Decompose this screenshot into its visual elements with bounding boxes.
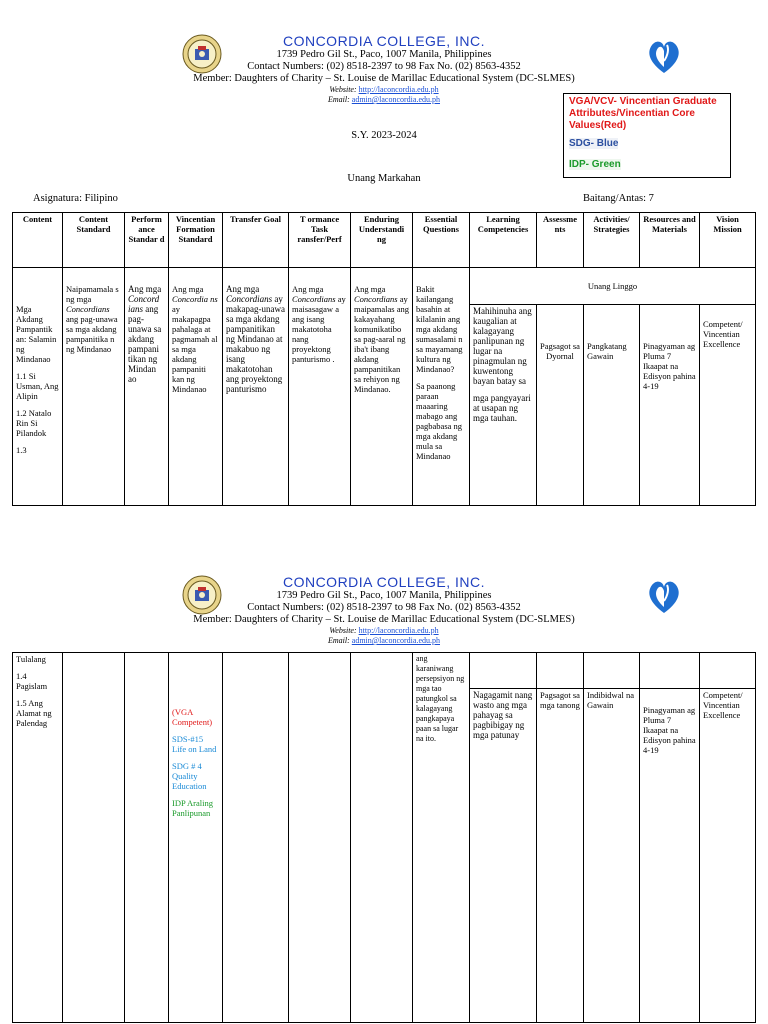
idp-tag: IDP Araling Panlipunan — [172, 798, 214, 818]
curriculum-map-table-page1 — [12, 212, 756, 506]
sdg-4-tag: SDG # 4 Quality Education — [172, 761, 207, 791]
cell-transfer-goal: Ang mga Concordians ay makapag-unawa sa mga akdang pampanitikan ng Mindanao at makabuo ng isang makatotohan ang proyektong panturismo — [223, 268, 289, 506]
table-row — [13, 653, 756, 689]
cell-vision-mission: Competent/ Vincentian Excellence — [700, 689, 756, 1023]
header-performance-task: T ormance Task ransfer/Perf — [289, 213, 351, 268]
header-vision-mission: Vision Mission — [700, 213, 756, 268]
cell-performance-standard — [125, 653, 169, 1023]
header-content: Content — [13, 213, 63, 268]
table-header-row — [13, 213, 756, 268]
legend-idp: IDP- Green — [569, 159, 621, 170]
college-name: CONCORDIA COLLEGE, INC. — [282, 574, 486, 590]
header-activities: Activities/ Strategies — [584, 213, 640, 268]
cell-resources: Pinagyaman ag Pluma 7 Ikaapat na Edisyon pahina 4-19 — [640, 689, 700, 1023]
header-resources: Resources and Materials — [640, 213, 700, 268]
cell-essential-questions: Bakit kailangang basahin at kilalanin ang mga akdang sumasalami n sa mayamang kultura ng Mindanao? Sa paanong paraan maaaring mabago ang pagbabasa ng mga akdang mula sa Mindanao — [413, 268, 470, 506]
school-year: S.Y. 2023-2024 — [351, 130, 417, 141]
subject: Asignatura: Filipino — [33, 193, 118, 204]
cell-blank — [584, 653, 640, 689]
cell-blank — [700, 653, 756, 689]
letterhead-page2 — [0, 574, 768, 646]
header-vincentian-standard: Vincentian Formation Standard — [169, 213, 223, 268]
header-assessments: Assessme nts — [537, 213, 584, 268]
cell-transfer-goal — [223, 653, 289, 1023]
cell-enduring-understanding: Ang mga Concordians ay maipamalas ang kakayahang komunikatibo sa pag-aaral ng iba't ibang akdang pampanitikan sa rehiyon ng Mindanao. — [351, 268, 413, 506]
grade-level: Baitang/Antas: 7 — [583, 193, 654, 204]
email-line: Email: admin@laconcordia.edu.ph — [327, 636, 440, 645]
cell-content-standard — [63, 653, 125, 1023]
cell-performance-task — [289, 653, 351, 1023]
header-learning-competencies: Learning Competencies — [470, 213, 537, 268]
cell-assessments: Pagsagot sa Dyornal — [537, 305, 584, 506]
email-line: Email: admin@laconcordia.edu.ph — [327, 95, 440, 104]
website-line: Website: http://laconcordia.edu.ph — [329, 626, 439, 635]
cell-enduring-understanding — [351, 653, 413, 1023]
website-link[interactable]: http://laconcordia.edu.ph — [358, 85, 439, 94]
cell-learning-competencies: Mahihinuha ang kaugalian at kalagayang panlipunan ng lugar na pinagmulan ng kuwentong bayan batay sa mga pangyayari at usapan ng mga tauhan. — [470, 305, 537, 506]
cell-activities: Indibidwal na Gawain — [584, 689, 640, 1023]
header-transfer-goal: Transfer Goal — [223, 213, 289, 268]
cell-activities: Pangkatang Gawain — [584, 305, 640, 506]
cell-assessments: Pagsagot sa mga tanong — [537, 689, 584, 1023]
address: 1739 Pedro Gil St., Paco, 1007 Manila, Philippines — [276, 590, 492, 601]
header-enduring-understanding: Enduring Understandi ng — [351, 213, 413, 268]
cell-vincentian-standard: Ang mga Concordia ns ay makapagpa pahalaga at pagmamah al sa mga akdang pampaniti kan ng Mindanao — [169, 268, 223, 506]
cell-vision-mission: Competent/ Vincentian Excellence — [700, 305, 756, 506]
email-link[interactable]: admin@laconcordia.edu.ph — [351, 636, 440, 645]
cell-vincentian-standard — [169, 653, 223, 1023]
cell-content: Mga Akdang Pampantik an: Salamin ng Mindanao 1.1 Si Usman, Ang Alipin 1.2 Natalo Rin Si Pilandok 1.3 — [13, 268, 63, 506]
header-performance-standard: Perform ance Standar d — [125, 213, 169, 268]
header-content-standard: Content Standard — [63, 213, 125, 268]
membership: Member: Daughters of Charity – St. Louise de Marillac Educational System (DC-SLMES) — [193, 614, 575, 625]
sdg-15-tag: SDS-#15 Life on Land — [172, 734, 217, 754]
cell-essential-questions: ang karaniwang persepsiyon ng mga tao patungkol sa kalagayang pangkapaya paan sa lugar na ito. — [413, 653, 470, 1023]
email-link[interactable]: admin@laconcordia.edu.ph — [351, 95, 440, 104]
legend-sdg: SDG- Blue — [569, 138, 619, 149]
contact-numbers: Contact Numbers: (02) 8518-2397 to 98 Fax No. (02) 8563-4352 — [247, 602, 521, 613]
cell-performance-task: Ang mga Concordians ay maisasagaw a ang isang makatotoha nang proyektong panturismo . — [289, 268, 351, 506]
vga-tag: (VGA Competent) — [172, 707, 213, 727]
cell-learning-competencies: Nagagamit nang wasto ang mga pahayag sa pagbibigay ng mga patunay — [470, 689, 537, 1023]
curriculum-map-table-page2 — [12, 652, 756, 1023]
cell-blank — [537, 653, 584, 689]
cell-content-standard: Naipamamala s ng mga Concordians ang pag-unawa sa mga akdang pampanitika n ng Mindanao — [63, 268, 125, 506]
legend-vga: VGA/VCV- Vincentian Graduate Attributes/Vincentian Core Values(Red) — [569, 96, 717, 131]
membership: Member: Daughters of Charity – St. Louise de Marillac Educational System (DC-SLMES) — [193, 73, 575, 84]
table-row — [13, 268, 756, 305]
website-link[interactable]: http://laconcordia.edu.ph — [358, 626, 439, 635]
cell-resources: Pinagyaman ag Pluma 7 Ikaapat na Edisyon pahina 4-19 — [640, 305, 700, 506]
cell-content: Tulalang 1.4 Pagislam 1.5 Ang Alamat ng Palendag — [13, 653, 63, 1023]
contact-numbers: Contact Numbers: (02) 8518-2397 to 98 Fax No. (02) 8563-4352 — [247, 61, 521, 72]
cell-performance-standard: Ang mga Concord ians ang pag-unawa sa akdang pampani tikan ng Mindan ao — [125, 268, 169, 506]
website-line: Website: http://laconcordia.edu.ph — [329, 85, 439, 94]
cell-blank — [470, 653, 537, 689]
quarter: Unang Markahan — [347, 173, 421, 184]
week-label: Unang Linggo — [470, 268, 756, 305]
college-name: CONCORDIA COLLEGE, INC. — [282, 33, 486, 49]
header-essential-questions: Essential Questions — [413, 213, 470, 268]
address: 1739 Pedro Gil St., Paco, 1007 Manila, Philippines — [276, 49, 492, 60]
cell-blank — [640, 653, 700, 689]
